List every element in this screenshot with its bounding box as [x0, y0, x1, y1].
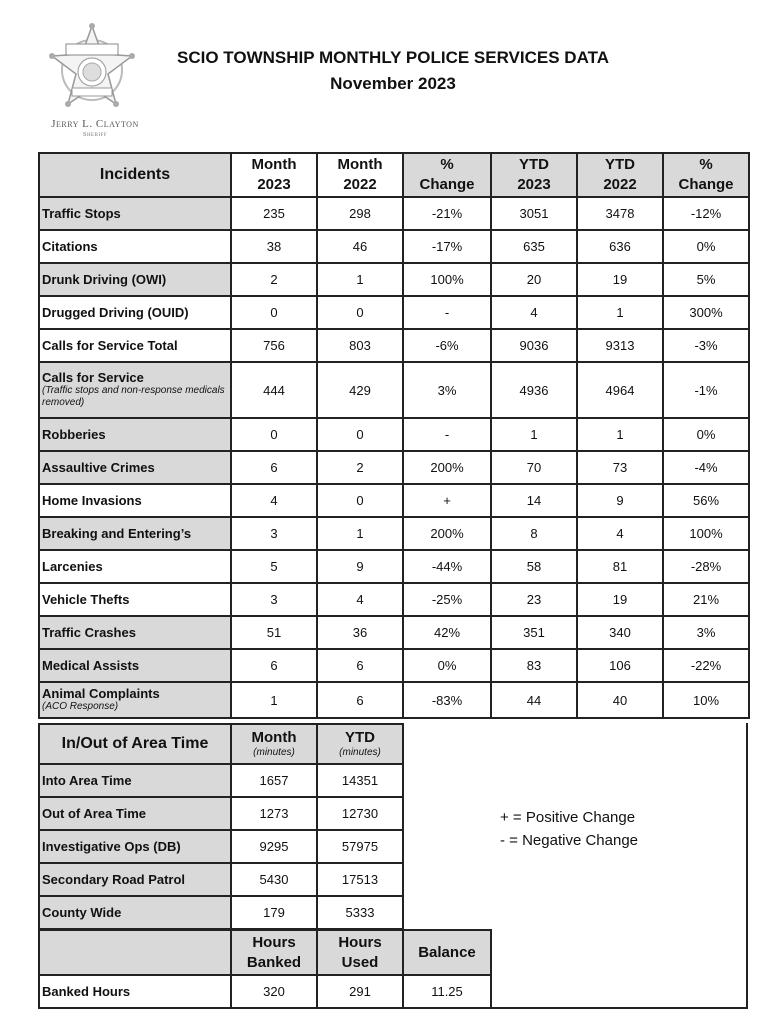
- incident-value: -22%: [663, 649, 749, 682]
- incident-value: 0: [231, 418, 317, 451]
- incident-value: 21%: [663, 583, 749, 616]
- incident-value: 73: [577, 451, 663, 484]
- incident-row: [39, 583, 749, 616]
- incident-row: [39, 649, 749, 682]
- incident-value: 1: [317, 517, 403, 550]
- incident-row: [39, 197, 749, 230]
- incident-label-note: (ACO Response): [42, 701, 119, 712]
- area-time-value: 1657: [231, 764, 317, 797]
- incident-row: [39, 230, 749, 263]
- incident-label: Calls for Service Total: [39, 329, 231, 362]
- incident-value: 9: [577, 484, 663, 517]
- incident-label: Drunk Driving (OWI): [39, 263, 231, 296]
- area-time-row: [39, 830, 403, 863]
- incident-row: [39, 418, 749, 451]
- legend-positive: + = Positive Change: [500, 809, 636, 826]
- incident-value: 100%: [663, 517, 749, 550]
- legend-box: [401, 723, 748, 1009]
- incidents-table: [38, 152, 750, 719]
- area-time-value: 9295: [231, 830, 317, 863]
- incident-value: 38: [231, 230, 317, 263]
- incident-value: 9036: [491, 329, 577, 362]
- incidents-header: Incidents: [39, 153, 231, 197]
- area-time-value: 12730: [317, 797, 403, 830]
- hours-header-blank: [39, 930, 231, 975]
- sheriff-star-badge-icon: [44, 22, 140, 114]
- area-time-value: 5430: [231, 863, 317, 896]
- incident-value: 36: [317, 616, 403, 649]
- incident-value: 0: [317, 484, 403, 517]
- incident-label: Home Invasions: [39, 484, 231, 517]
- col-hours-used: Hours Used: [317, 930, 403, 975]
- incident-row: [39, 329, 749, 362]
- incident-value: 429: [317, 362, 403, 418]
- incident-value: 14: [491, 484, 577, 517]
- incident-value: 636: [577, 230, 663, 263]
- incident-value: 56%: [663, 484, 749, 517]
- incident-value: -1%: [663, 362, 749, 418]
- incident-value: 1: [231, 682, 317, 718]
- incident-value: 23: [491, 583, 577, 616]
- incident-value: 351: [491, 616, 577, 649]
- incident-value: 3051: [491, 197, 577, 230]
- incident-value: -6%: [403, 329, 491, 362]
- area-time-value: 57975: [317, 830, 403, 863]
- area-time-label: County Wide: [39, 896, 231, 929]
- col-ytd-2023: YTD 2023: [491, 153, 577, 197]
- incident-value: 4: [491, 296, 577, 329]
- incident-value: 100%: [403, 263, 491, 296]
- incident-value: 3: [231, 583, 317, 616]
- incident-value: 58: [491, 550, 577, 583]
- incident-label: Breaking and Entering’s: [39, 517, 231, 550]
- incident-label-note: (Traffic stops and non-response medicals removed): [42, 385, 225, 408]
- incident-value: 340: [577, 616, 663, 649]
- incident-value: 200%: [403, 517, 491, 550]
- incidents-body: [39, 197, 749, 718]
- incident-value: 10%: [663, 682, 749, 718]
- area-time-header-row: [39, 724, 403, 764]
- incident-value: 6: [317, 649, 403, 682]
- incident-label: [39, 682, 231, 718]
- incident-value: 0%: [663, 230, 749, 263]
- area-time-row: [39, 797, 403, 830]
- area-time-label: Out of Area Time: [39, 797, 231, 830]
- incident-value: -3%: [663, 329, 749, 362]
- incident-value: 42%: [403, 616, 491, 649]
- incident-value: 2: [317, 451, 403, 484]
- incident-value: 19: [577, 263, 663, 296]
- incident-value: -12%: [663, 197, 749, 230]
- incident-label: Robberies: [39, 418, 231, 451]
- incident-value: 8: [491, 517, 577, 550]
- incident-value: 200%: [403, 451, 491, 484]
- incident-label-text: Calls for Service: [42, 370, 144, 385]
- area-time-header: In/Out of Area Time: [39, 724, 231, 764]
- page-subtitle: November 2023: [330, 74, 456, 93]
- incident-value: 6: [231, 451, 317, 484]
- incident-value: 4: [231, 484, 317, 517]
- col-ytd-2022: YTD 2022: [577, 153, 663, 197]
- area-time-value: 1273: [231, 797, 317, 830]
- incident-value: 4: [577, 517, 663, 550]
- incident-value: 1: [317, 263, 403, 296]
- incident-value: -21%: [403, 197, 491, 230]
- incident-value: 3%: [403, 362, 491, 418]
- incident-value: -83%: [403, 682, 491, 718]
- incident-value: 4936: [491, 362, 577, 418]
- incident-value: 70: [491, 451, 577, 484]
- incident-value: 9: [317, 550, 403, 583]
- area-time-row: [39, 863, 403, 896]
- incident-value: 0: [231, 296, 317, 329]
- incident-value: 635: [491, 230, 577, 263]
- incident-row: [39, 550, 749, 583]
- col-month-2022: Month 2022: [317, 153, 403, 197]
- incident-value: 51: [231, 616, 317, 649]
- incident-value: 444: [231, 362, 317, 418]
- incident-value: 298: [317, 197, 403, 230]
- col-ytd-minutes: YTD (minutes): [317, 724, 403, 764]
- incident-value: -4%: [663, 451, 749, 484]
- incident-value: 46: [317, 230, 403, 263]
- col-month-minutes: Month (minutes): [231, 724, 317, 764]
- page-title: SCIO TOWNSHIP MONTHLY POLICE SERVICES DATA: [177, 48, 609, 67]
- incident-row: [39, 362, 749, 418]
- incident-value: -44%: [403, 550, 491, 583]
- incident-value: -: [403, 296, 491, 329]
- incident-row: [39, 451, 749, 484]
- incident-row: [39, 296, 749, 329]
- incident-row: [39, 484, 749, 517]
- legend-negative: - = Negative Change: [500, 832, 639, 849]
- incident-value: 106: [577, 649, 663, 682]
- incident-value: -: [403, 418, 491, 451]
- incident-label: [39, 362, 231, 418]
- incident-label: Drugged Driving (OUID): [39, 296, 231, 329]
- incident-value: 803: [317, 329, 403, 362]
- incident-value: 0%: [663, 418, 749, 451]
- area-time-row: [39, 764, 403, 797]
- incident-value: 4: [317, 583, 403, 616]
- area-time-value: 14351: [317, 764, 403, 797]
- incident-row: [39, 616, 749, 649]
- incident-label: Assaultive Crimes: [39, 451, 231, 484]
- incident-value: 6: [317, 682, 403, 718]
- incident-value: 235: [231, 197, 317, 230]
- hours-banked-value: 320: [231, 975, 317, 1008]
- incident-value: -28%: [663, 550, 749, 583]
- incident-label: Citations: [39, 230, 231, 263]
- col-month-2023: Month 2023: [231, 153, 317, 197]
- incident-row: [39, 517, 749, 550]
- area-time-value: 17513: [317, 863, 403, 896]
- incident-value: 20: [491, 263, 577, 296]
- incident-value: 4964: [577, 362, 663, 418]
- area-time-row: [39, 896, 403, 929]
- sheriff-name: Jerry L. Clayton: [51, 118, 139, 130]
- incident-value: 3478: [577, 197, 663, 230]
- incident-value: -25%: [403, 583, 491, 616]
- incident-value: 0: [317, 418, 403, 451]
- area-time-value: 179: [231, 896, 317, 929]
- change-legend: [500, 806, 638, 852]
- incident-value: 3%: [663, 616, 749, 649]
- col-ytd-change: % Change: [663, 153, 749, 197]
- incident-value: 9313: [577, 329, 663, 362]
- incident-value: 1: [577, 418, 663, 451]
- incident-value: 1: [577, 296, 663, 329]
- incident-label: Traffic Stops: [39, 197, 231, 230]
- area-time-value: 5333: [317, 896, 403, 929]
- incident-value: 300%: [663, 296, 749, 329]
- incident-label: Vehicle Thefts: [39, 583, 231, 616]
- incident-value: +: [403, 484, 491, 517]
- col-balance: Balance: [403, 930, 491, 975]
- hours-used-value: 291: [317, 975, 403, 1008]
- incident-value: 19: [577, 583, 663, 616]
- incident-value: 3: [231, 517, 317, 550]
- incident-value: 2: [231, 263, 317, 296]
- incident-value: 756: [231, 329, 317, 362]
- balance-value: 11.25: [403, 975, 491, 1008]
- incident-label: Larcenies: [39, 550, 231, 583]
- incident-value: 83: [491, 649, 577, 682]
- area-time-label: Into Area Time: [39, 764, 231, 797]
- col-month-change: % Change: [403, 153, 491, 197]
- incident-value: 44: [491, 682, 577, 718]
- incident-value: 5: [231, 550, 317, 583]
- area-time-body: [39, 764, 403, 929]
- area-time-label: Secondary Road Patrol: [39, 863, 231, 896]
- sheriff-title: Sheriff: [82, 131, 108, 138]
- incident-value: 1: [491, 418, 577, 451]
- area-time-label: Investigative Ops (DB): [39, 830, 231, 863]
- incident-value: -17%: [403, 230, 491, 263]
- incident-row: [39, 682, 749, 718]
- incident-value: 0%: [403, 649, 491, 682]
- incident-value: 81: [577, 550, 663, 583]
- incident-value: 40: [577, 682, 663, 718]
- incident-row: [39, 263, 749, 296]
- incident-value: 5%: [663, 263, 749, 296]
- incident-label: Medical Assists: [39, 649, 231, 682]
- incident-value: 0: [317, 296, 403, 329]
- incident-label: Traffic Crashes: [39, 616, 231, 649]
- col-hours-banked: Hours Banked: [231, 930, 317, 975]
- incidents-header-row: [39, 153, 749, 197]
- area-time-table: [38, 723, 404, 930]
- incident-label-text: Animal Complaints: [42, 686, 160, 701]
- incident-value: 6: [231, 649, 317, 682]
- hours-row-label: Banked Hours: [39, 975, 231, 1008]
